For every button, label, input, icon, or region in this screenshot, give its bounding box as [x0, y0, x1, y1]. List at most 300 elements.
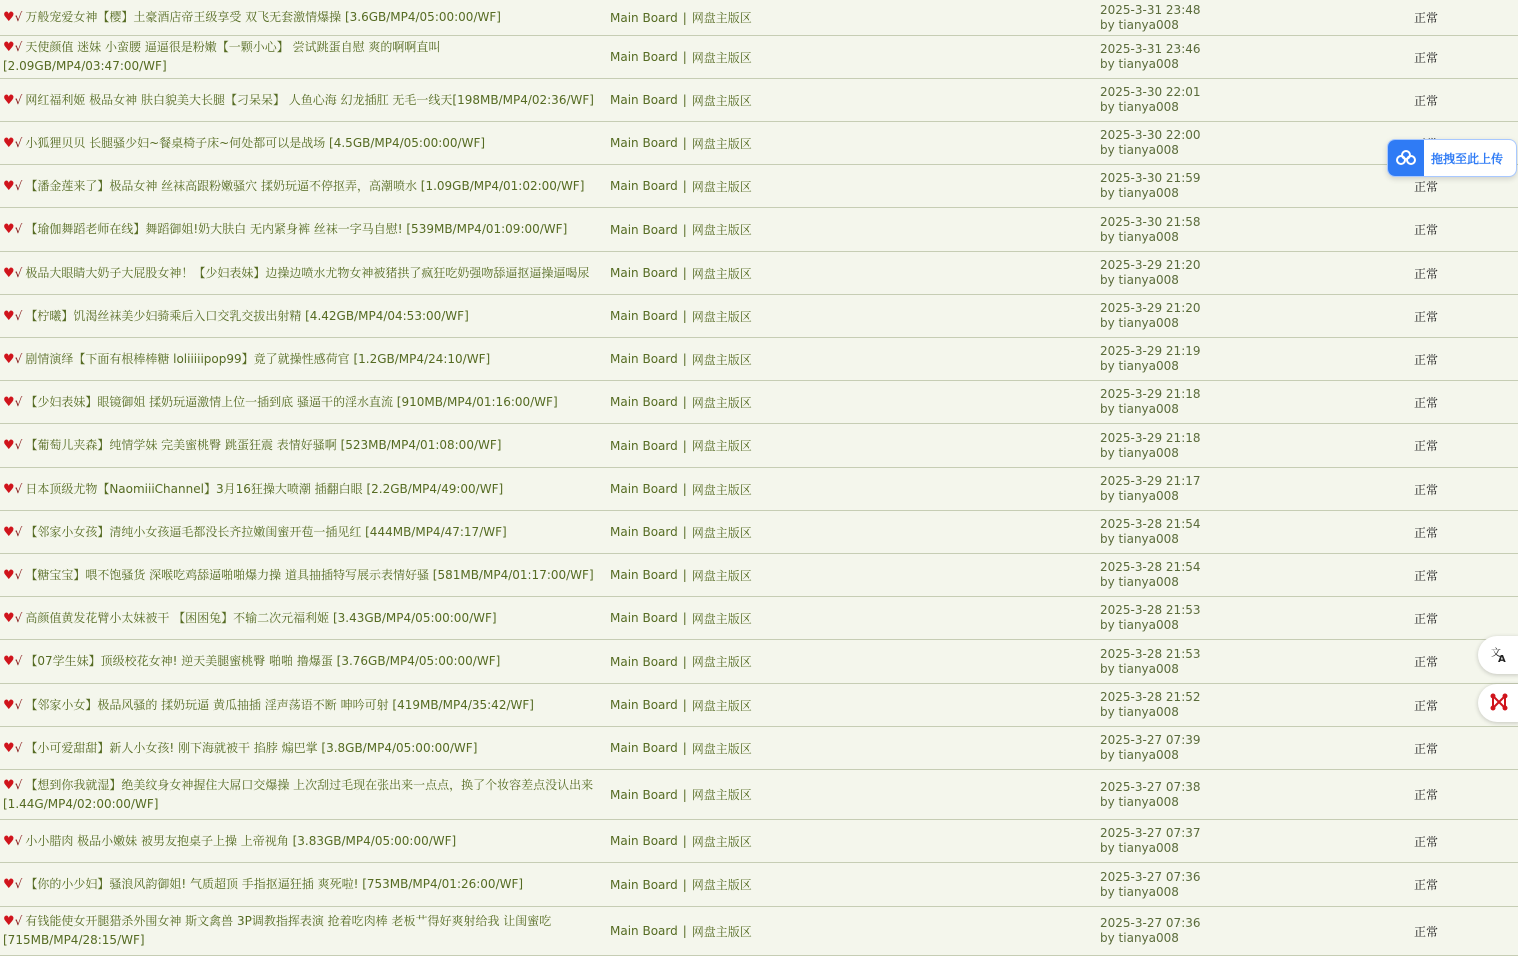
board-link[interactable]: Main Board: [610, 309, 678, 323]
status-text: 正常: [1414, 878, 1439, 892]
check-mark: √: [14, 877, 23, 891]
heart-icon: ♥: [3, 265, 15, 281]
author-link[interactable]: tianya008: [1118, 316, 1179, 330]
board-link[interactable]: Main Board: [610, 352, 678, 366]
subboard-link[interactable]: 网盘主版区: [691, 834, 752, 849]
heart-icon: ♥: [3, 697, 15, 713]
thread-title-cell: [3, 554, 603, 596]
post-date: 2025-3-31 23:48: [1100, 2, 1201, 17]
post-meta-cell: [1100, 727, 1201, 769]
check-mark: √: [14, 135, 23, 150]
thread-row: [0, 165, 1518, 208]
by-prefix: by: [1100, 884, 1115, 899]
thread-title-link[interactable]: 有钱能使女开腿猎杀外围女神 斯文禽兽 3P调教指挥表演 抢着吃肉棒 老板艹得好爽射给我 让闺蜜吃 [715MB/MP4/28:15/WF]: [3, 914, 552, 947]
board-link[interactable]: Main Board: [610, 525, 678, 539]
board-separator: |: [682, 352, 687, 366]
status-text: 正常: [1414, 439, 1439, 453]
check-mark: √: [14, 740, 23, 755]
by-prefix: by: [1100, 931, 1115, 945]
thread-title-link[interactable]: 剧情演绎【下面有根棒棒糖 loliiiiipop99】竟了就操性感荷官 [1.2GB/MP4/24:10/WF]: [25, 351, 491, 366]
post-author: [1100, 931, 1201, 946]
forum-board-cell: [610, 79, 752, 121]
author-link[interactable]: tianya008: [1118, 229, 1179, 244]
by-prefix: by: [1100, 794, 1115, 809]
forum-board-cell: [610, 424, 752, 467]
by-prefix: by: [1100, 705, 1115, 719]
subboard-link[interactable]: 网盘主版区: [691, 50, 752, 65]
check-mark: √: [14, 481, 23, 496]
thread-title-cell: [3, 684, 603, 726]
thread-title-cell: [3, 165, 603, 207]
thread-title-cell: [3, 36, 603, 78]
by-prefix: by: [1100, 316, 1115, 330]
post-date: 2025-3-30 21:59: [1100, 171, 1201, 185]
status-text: 正常: [1414, 11, 1439, 25]
board-link[interactable]: Main Board: [610, 50, 678, 64]
post-author: [1100, 359, 1201, 374]
post-date: 2025-3-29 21:17: [1100, 474, 1201, 488]
post-meta-cell: [1100, 640, 1201, 683]
thread-row: [0, 820, 1518, 863]
post-meta-cell: [1100, 468, 1201, 510]
check-mark: √: [14, 438, 23, 452]
board-link[interactable]: Main Board: [610, 877, 678, 892]
post-date: 2025-3-28 21:52: [1100, 690, 1201, 704]
thread-row: [0, 770, 1518, 820]
network-icon: [1488, 691, 1510, 716]
author-link[interactable]: tianya008: [1118, 359, 1179, 373]
forum-board-cell: [610, 554, 752, 596]
post-author: [1100, 885, 1201, 900]
thread-row: [0, 554, 1518, 597]
author-link[interactable]: tianya008: [1118, 143, 1179, 157]
forum-board-cell: [610, 770, 752, 819]
post-author: [1100, 402, 1201, 417]
thread-title-link[interactable]: 高颜值黄发花臂小太妹被干 【困困兔】不输二次元福利姬 [3.43GB/MP4/05:00:00/WF]: [25, 610, 497, 625]
by-prefix: by: [1100, 841, 1115, 855]
subboard-link[interactable]: 网盘主版区: [691, 655, 752, 669]
thread-title-link[interactable]: 【07学生妹】顶级校花女神! 逆天美腿蜜桃臀 啪啪 撸爆蛋 [3.76GB/MP4/05:00:00/WF]: [25, 654, 501, 668]
status-text: 正常: [1414, 655, 1439, 669]
board-separator: |: [682, 309, 687, 323]
thread-title-cell: [3, 252, 603, 294]
post-author: [1100, 186, 1201, 201]
thread-row: [0, 295, 1518, 338]
status-text: 正常: [1414, 924, 1439, 939]
status-text: 正常: [1414, 309, 1439, 324]
subboard-link[interactable]: 网盘主版区: [691, 611, 752, 626]
check-mark: √: [14, 654, 23, 668]
status-text: 正常: [1414, 834, 1439, 849]
board-link[interactable]: Main Board: [610, 179, 678, 193]
heart-icon: ♥: [3, 877, 15, 892]
heart-icon: ♥: [3, 394, 15, 410]
check-mark: √: [14, 92, 23, 107]
by-prefix: by: [1100, 143, 1115, 157]
board-separator: |: [682, 611, 687, 625]
author-link[interactable]: tianya008: [1118, 273, 1179, 287]
status-text: 正常: [1414, 266, 1439, 281]
thread-title-link[interactable]: 万般宠爱女神【樱】土豪酒店帝王级享受 双飞无套激情爆操 [3.6GB/MP4/05:00:00/WF]: [25, 10, 501, 24]
author-link[interactable]: tianya008: [1118, 618, 1179, 632]
subboard-link[interactable]: 网盘主版区: [691, 525, 752, 540]
by-prefix: by: [1100, 17, 1115, 32]
author-link[interactable]: tianya008: [1118, 884, 1179, 899]
by-prefix: by: [1100, 445, 1115, 460]
author-link[interactable]: tianya008: [1118, 17, 1179, 32]
check-mark: √: [14, 10, 23, 24]
author-link[interactable]: tianya008: [1118, 445, 1179, 460]
forum-board-cell: [610, 295, 752, 337]
thread-title-cell: [3, 770, 603, 819]
forum-board-cell: [610, 820, 752, 862]
author-link[interactable]: tianya008: [1118, 705, 1179, 719]
post-author: [1100, 532, 1201, 547]
forum-board-cell: [610, 684, 752, 726]
post-meta-cell: [1100, 863, 1201, 906]
board-separator: |: [682, 10, 687, 25]
board-separator: |: [682, 654, 687, 669]
subboard-link[interactable]: 网盘主版区: [691, 741, 752, 756]
check-mark: √: [14, 524, 23, 539]
board-link[interactable]: Main Board: [610, 654, 678, 669]
author-link[interactable]: tianya008: [1118, 57, 1179, 71]
post-author: [1100, 795, 1201, 810]
by-prefix: by: [1100, 618, 1115, 632]
board-link[interactable]: Main Board: [610, 787, 678, 802]
post-author: [1100, 705, 1201, 720]
thread-title-link[interactable]: 【邻家小女孩】清纯小女孩逼毛都没长齐拉嫩闺蜜开苞一插见红 [444MB/MP4/47:17/WF]: [25, 524, 507, 539]
post-meta-cell: [1100, 36, 1201, 78]
thread-row: [0, 727, 1518, 770]
status-text: 正常: [1414, 93, 1439, 108]
post-meta-cell: [1100, 554, 1201, 596]
thread-title-link[interactable]: 【瑜伽舞蹈老师在线】舞蹈御姐!奶大肤白 无内紧身裤 丝袜一字马自慰! [539MB/MP4/01:09:00/WF]: [25, 222, 568, 236]
thread-title-link[interactable]: 【潘金莲来了】极品女神 丝袜高跟粉嫩骚穴 揉奶玩逼不停抠弄，高潮喷水 [1.09GB/MP4/01:02:00/WF]: [25, 178, 585, 193]
board-separator: |: [682, 50, 687, 64]
post-date: 2025-3-29 21:18: [1100, 387, 1201, 401]
author-link[interactable]: tianya008: [1118, 661, 1179, 676]
post-meta-cell: [1100, 252, 1201, 294]
subboard-link[interactable]: 网盘主版区: [691, 352, 752, 367]
post-meta-cell: [1100, 0, 1201, 35]
post-date: 2025-3-27 07:38: [1100, 779, 1201, 794]
forum-board-cell: [610, 252, 752, 294]
thread-row: [0, 640, 1518, 684]
post-date: 2025-3-29 21:20: [1100, 301, 1201, 315]
heart-icon: ♥: [3, 40, 15, 55]
thread-row: [0, 597, 1518, 640]
post-date: 2025-3-27 07:37: [1100, 826, 1201, 840]
thread-row: [0, 79, 1518, 122]
board-link[interactable]: Main Board: [610, 698, 678, 712]
post-date: 2025-3-27 07:36: [1100, 869, 1201, 884]
network-button[interactable]: [1478, 684, 1518, 722]
thread-title-link[interactable]: 【小可爱甜甜】新人小女孩! 刚下海就被干 掐脖 煽巴掌 [3.8GB/MP4/05:00:00/WF]: [25, 740, 478, 755]
heart-icon: ♥: [3, 481, 15, 497]
thread-title-cell: [3, 597, 603, 639]
thread-row: [0, 122, 1518, 165]
board-link[interactable]: Main Board: [610, 222, 678, 237]
board-separator: |: [682, 395, 687, 409]
thread-title-cell: [3, 468, 603, 510]
subboard-link[interactable]: 网盘主版区: [691, 698, 752, 713]
post-author: [1100, 446, 1201, 461]
subboard-link[interactable]: 网盘主版区: [691, 11, 752, 25]
heart-icon: ♥: [3, 524, 15, 540]
board-separator: |: [682, 568, 687, 582]
thread-title-cell: [3, 208, 603, 251]
post-author: [1100, 662, 1201, 677]
check-mark: √: [14, 697, 23, 712]
subboard-link[interactable]: 网盘主版区: [691, 568, 752, 583]
board-separator: |: [682, 266, 687, 280]
heart-icon: ♥: [3, 740, 15, 756]
post-author: [1100, 18, 1201, 33]
author-link[interactable]: tianya008: [1118, 931, 1179, 945]
post-meta-cell: [1100, 820, 1201, 862]
thread-row: [0, 424, 1518, 468]
check-mark: √: [14, 610, 23, 625]
author-link[interactable]: tianya008: [1118, 402, 1179, 416]
post-meta-cell: [1100, 597, 1201, 639]
subboard-link[interactable]: 网盘主版区: [691, 179, 752, 194]
translate-button[interactable]: [1478, 636, 1518, 674]
heart-icon: ♥: [3, 135, 15, 151]
translate-icon: [1490, 645, 1508, 666]
thread-title-link[interactable]: 网红福利姬 极品女神 肤白貌美大长腿【刁呆呆】 人鱼心海 幻龙插肛 无毛一线天[198MB/MP4/02:36/WF]: [25, 92, 594, 107]
thread-title-link[interactable]: 天使颜值 迷妹 小蛮腰 逼逼很是粉嫩【一颗小心】 尝试跳蛋自慰 爽的啊啊直叫 [2.09GB/MP4/03:47:00/WF]: [3, 40, 441, 73]
heart-icon: ♥: [3, 10, 15, 25]
board-link[interactable]: Main Board: [610, 266, 678, 280]
post-date: 2025-3-28 21:54: [1100, 517, 1201, 531]
status-text: 正常: [1414, 525, 1439, 540]
check-mark: √: [14, 40, 23, 54]
board-link[interactable]: Main Board: [610, 924, 678, 938]
thread-title-link[interactable]: 【葡萄儿夹森】纯情学妹 完美蜜桃臀 跳蛋狂震 表情好骚啊 [523MB/MP4/01:08:00/WF]: [25, 438, 502, 452]
thread-row: [0, 684, 1518, 727]
post-meta-cell: [1100, 208, 1201, 251]
by-prefix: by: [1100, 273, 1115, 287]
board-separator: |: [682, 179, 687, 193]
thread-row: [0, 0, 1518, 36]
subboard-link[interactable]: 网盘主版区: [691, 309, 752, 324]
subboard-link[interactable]: 网盘主版区: [691, 482, 752, 497]
thread-title-cell: [3, 640, 603, 683]
post-date: 2025-3-29 21:18: [1100, 430, 1201, 445]
thread-title-cell: [3, 424, 603, 467]
status-text: 正常: [1414, 50, 1439, 65]
board-separator: |: [682, 834, 687, 848]
by-prefix: by: [1100, 489, 1115, 503]
post-date: 2025-3-27 07:36: [1100, 916, 1201, 930]
thread-title-link[interactable]: 日本顶级尤物【NaomiiiChannel】3月16狂操大喷潮 插翻白眼 [2.2GB/MP4/49:00/WF]: [25, 481, 504, 496]
forum-board-cell: [610, 727, 752, 769]
board-link[interactable]: Main Board: [610, 568, 678, 582]
by-prefix: by: [1100, 229, 1115, 244]
post-author: [1100, 230, 1201, 245]
heart-icon: ♥: [3, 308, 15, 324]
post-meta-cell: [1100, 770, 1201, 819]
author-link[interactable]: tianya008: [1118, 100, 1179, 114]
check-mark: √: [14, 567, 23, 582]
author-link[interactable]: tianya008: [1118, 532, 1179, 546]
author-link[interactable]: tianya008: [1118, 186, 1179, 200]
post-meta-cell: [1100, 122, 1201, 164]
thread-title-cell: [3, 295, 603, 337]
post-date: 2025-3-28 21:53: [1100, 603, 1201, 617]
thread-row: [0, 863, 1518, 907]
thread-title-cell: [3, 79, 603, 121]
by-prefix: by: [1100, 359, 1115, 373]
post-date: 2025-3-27 07:39: [1100, 733, 1201, 747]
post-meta-cell: [1100, 684, 1201, 726]
board-link[interactable]: Main Board: [610, 136, 678, 150]
check-mark: √: [14, 265, 23, 280]
board-separator: |: [682, 924, 687, 938]
forum-board-cell: [610, 468, 752, 510]
post-author: [1100, 748, 1201, 763]
heart-icon: ♥: [3, 654, 15, 669]
author-link[interactable]: tianya008: [1118, 575, 1179, 589]
thread-title-link[interactable]: 极品大眼睛大奶子大屁股女神！【少妇表妹】边操边喷水尤物女神被猪拱了疯狂吃奶强吻舔逼抠逼操逼喝尿: [25, 265, 590, 280]
board-link[interactable]: Main Board: [610, 93, 678, 107]
thread-title-cell: [3, 727, 603, 769]
thread-row: [0, 208, 1518, 252]
post-author: [1100, 618, 1201, 633]
board-link[interactable]: Main Board: [610, 741, 678, 755]
subboard-link[interactable]: 网盘主版区: [691, 136, 752, 151]
subboard-link[interactable]: 网盘主版区: [691, 223, 752, 237]
board-link[interactable]: Main Board: [610, 395, 678, 409]
forum-board-cell: [610, 907, 752, 955]
board-link[interactable]: Main Board: [610, 438, 678, 453]
author-link[interactable]: tianya008: [1118, 489, 1179, 503]
forum-board-cell: [610, 208, 752, 251]
status-text: 正常: [1414, 482, 1439, 497]
post-author: [1100, 575, 1201, 590]
check-mark: √: [14, 222, 23, 236]
thread-title-cell: [3, 122, 603, 164]
post-meta-cell: [1100, 381, 1201, 423]
check-mark: √: [14, 914, 23, 928]
thread-row: [0, 907, 1518, 956]
by-prefix: by: [1100, 186, 1115, 200]
post-date: 2025-3-28 21:54: [1100, 560, 1201, 574]
heart-icon: ♥: [3, 567, 15, 583]
board-separator: |: [682, 438, 687, 453]
board-link[interactable]: Main Board: [610, 834, 678, 848]
forum-board-cell: [610, 863, 752, 906]
heart-icon: ♥: [3, 833, 15, 849]
post-meta-cell: [1100, 424, 1201, 467]
thread-title-cell: [3, 511, 603, 553]
check-mark: √: [14, 178, 23, 193]
post-date: 2025-3-30 21:58: [1100, 214, 1201, 229]
subboard-link[interactable]: 网盘主版区: [691, 878, 752, 892]
subboard-link[interactable]: 网盘主版区: [691, 93, 752, 108]
forum-board-cell: [610, 640, 752, 683]
thread-row: [0, 338, 1518, 381]
post-author: [1100, 489, 1201, 504]
heart-icon: ♥: [3, 178, 15, 194]
thread-title-link[interactable]: 【糖宝宝】喂不饱骚货 深喉吃鸡舔逼啪啪爆力操 道具抽插特写展示表情好骚 [581MB/MP4/01:17:00/WF]: [25, 567, 594, 582]
heart-icon: ♥: [3, 351, 15, 367]
heart-icon: ♥: [3, 610, 15, 626]
thread-row: [0, 252, 1518, 295]
status-text: 正常: [1414, 568, 1439, 583]
status-text: 正常: [1414, 788, 1439, 802]
thread-title-link[interactable]: 【邻家小女】极品风骚的 揉奶玩逼 黄瓜抽插 淫声荡语不断 呻吟可射 [419MB/MP4/35:42/WF]: [25, 697, 534, 712]
status-text: 正常: [1414, 698, 1439, 713]
author-link[interactable]: tianya008: [1118, 748, 1179, 762]
post-author: [1100, 100, 1201, 115]
thread-row: [0, 36, 1518, 79]
post-meta-cell: [1100, 165, 1201, 207]
status-text: 正常: [1414, 741, 1439, 756]
thread-title-link[interactable]: 【你的小少妇】骚浪风韵御姐! 气质超顶 手指抠逼狂插 爽死啦! [753MB/MP4/01:26:00/WF]: [25, 877, 524, 891]
thread-title-link[interactable]: 【想到你我就湿】绝美纹身女神握住大屌口交爆操 上次刮过毛现在张出来一点点，换了个妆容差点没认出来 [1.44G/MP4/02:00:00/WF]: [3, 777, 594, 811]
board-link[interactable]: Main Board: [610, 611, 678, 625]
author-link[interactable]: tianya008: [1118, 841, 1179, 855]
subboard-link[interactable]: 网盘主版区: [691, 788, 752, 802]
by-prefix: by: [1100, 402, 1115, 416]
post-meta-cell: [1100, 511, 1201, 553]
thread-title-link[interactable]: 【少妇表妹】眼镜御姐 揉奶玩逼激情上位一插到底 骚逼干的淫水直流 [910MB/MP4/01:16:00/WF]: [25, 394, 558, 409]
thread-title-link[interactable]: 小狐狸贝贝 长腿骚少妇~餐桌椅子床~何处都可以是战场 [4.5GB/MP4/05:00:00/WF]: [25, 135, 486, 150]
by-prefix: by: [1100, 532, 1115, 546]
board-link[interactable]: Main Board: [610, 10, 678, 25]
by-prefix: by: [1100, 661, 1115, 676]
board-separator: |: [682, 698, 687, 712]
board-separator: |: [682, 136, 687, 150]
subboard-link[interactable]: 网盘主版区: [691, 439, 752, 453]
post-date: 2025-3-30 22:00: [1100, 128, 1201, 142]
thread-title-cell: [3, 0, 603, 35]
post-date: 2025-3-28 21:53: [1100, 646, 1201, 661]
cloud-upload-icon: [1388, 140, 1424, 176]
post-author: [1100, 841, 1201, 856]
forum-board-cell: [610, 381, 752, 423]
subboard-link[interactable]: 网盘主版区: [691, 266, 752, 281]
post-meta-cell: [1100, 907, 1201, 955]
upload-drop-widget[interactable]: [1387, 139, 1517, 177]
status-text: 正常: [1414, 223, 1439, 237]
post-meta-cell: [1100, 79, 1201, 121]
check-mark: √: [14, 394, 23, 409]
board-separator: |: [682, 787, 687, 802]
forum-board-cell: [610, 165, 752, 207]
svg-text:文: 文: [1491, 647, 1501, 659]
by-prefix: by: [1100, 100, 1115, 114]
forum-board-cell: [610, 597, 752, 639]
forum-board-cell: [610, 36, 752, 78]
heart-icon: ♥: [3, 914, 15, 929]
author-link[interactable]: tianya008: [1118, 794, 1179, 809]
thread-title-cell: [3, 338, 603, 380]
forum-board-cell: [610, 0, 752, 35]
thread-title-link[interactable]: 【柠曦】饥渴丝袜美少妇骑乘后入口交乳交拔出射精 [4.42GB/MP4/04:53:00/WF]: [25, 308, 469, 323]
subboard-link[interactable]: 网盘主版区: [691, 395, 752, 410]
board-separator: |: [682, 482, 687, 496]
svg-text:A: A: [1498, 653, 1506, 663]
post-date: 2025-3-31 23:46: [1100, 42, 1201, 56]
heart-icon: ♥: [3, 438, 15, 453]
board-link[interactable]: Main Board: [610, 482, 678, 496]
thread-row: [0, 468, 1518, 511]
subboard-link[interactable]: 网盘主版区: [691, 924, 752, 939]
thread-title-link[interactable]: 小小腊肉 极品小嫩妹 被男友抱桌子上操 上帝视角 [3.83GB/MP4/05:00:00/WF]: [25, 833, 457, 848]
